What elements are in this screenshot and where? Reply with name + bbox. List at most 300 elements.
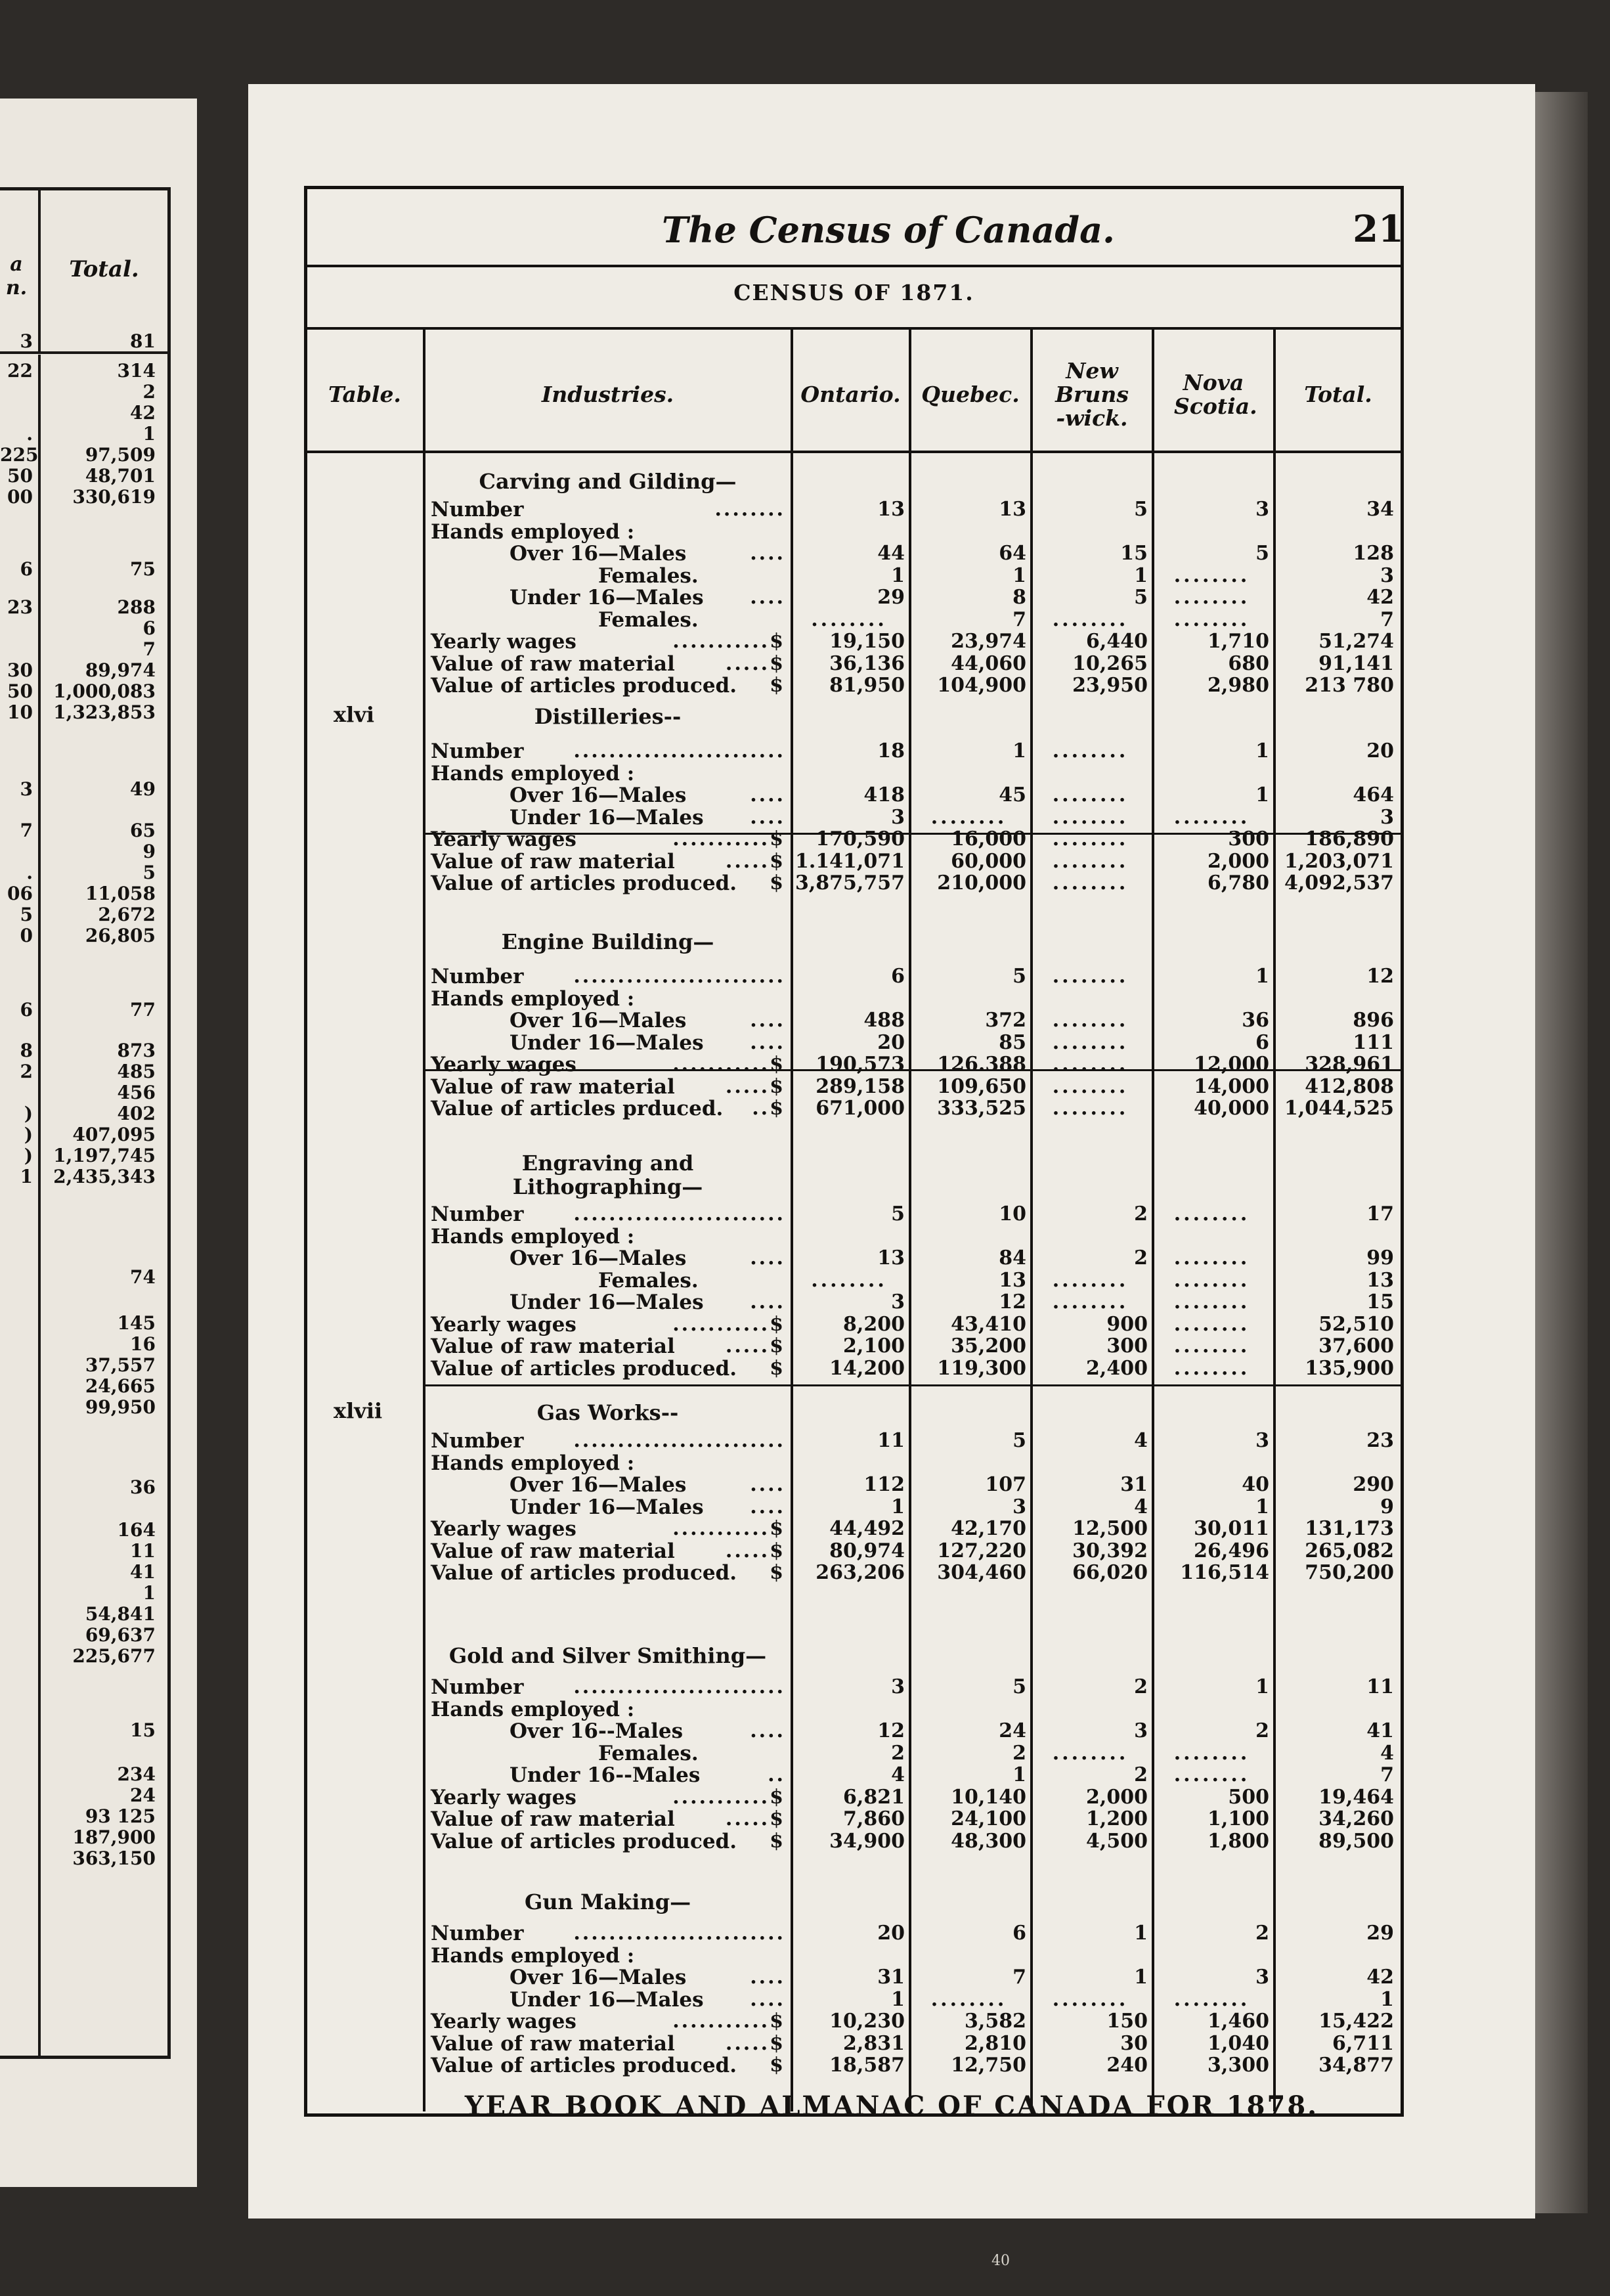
cell-value: 5 xyxy=(891,1203,905,1225)
facing-header-fragment: a n. xyxy=(5,253,28,299)
cell-value: ........ xyxy=(1173,1741,1250,1765)
cell-value: 34 xyxy=(1366,498,1394,521)
row-label: Value of raw material xyxy=(431,1807,675,1831)
cell-value: 1,200 xyxy=(1086,1807,1148,1830)
row-leader: ........................ xyxy=(573,1430,785,1451)
cell-value: 3 xyxy=(1380,805,1394,829)
cell-value: 84 xyxy=(999,1247,1026,1269)
cell-value: 1,040 xyxy=(1208,2031,1269,2055)
facing-cell-total: 16 xyxy=(130,1333,156,1355)
cell-value: 13 xyxy=(1366,1268,1394,1292)
cell-value: 464 xyxy=(1353,784,1394,806)
row-label: Value of articles produced. xyxy=(431,674,737,697)
row-label: Value of raw material xyxy=(431,849,675,873)
cell-value: 1 xyxy=(891,563,905,587)
row-leader: $ xyxy=(770,2055,785,2076)
cell-value: 190,573 xyxy=(816,1053,905,1076)
cell-value: 4,500 xyxy=(1086,1829,1148,1853)
cell-value: 20 xyxy=(877,1922,905,1945)
cell-value: 10,230 xyxy=(829,2010,905,2033)
cell-value: 2 xyxy=(1134,1763,1148,1786)
facing-cell-total: 407,095 xyxy=(72,1124,156,1145)
cell-value: 1,044,525 xyxy=(1284,1097,1394,1120)
row-label: Hands employed : xyxy=(431,1224,635,1248)
facing-cell-total: 15 xyxy=(130,1719,156,1741)
row-label: Under 16—Males xyxy=(510,1495,704,1519)
cell-value: 43,410 xyxy=(951,1312,1026,1336)
cell-value: 26,496 xyxy=(1194,1539,1269,1562)
cell-value: 1 xyxy=(1012,740,1026,762)
row-leader: ........ xyxy=(714,499,785,520)
new-brunswick-label: New Bruns-wick. xyxy=(1055,357,1129,431)
cell-value: 3,875,757 xyxy=(794,872,905,894)
column-header-rule xyxy=(307,451,1401,453)
row-label: Yearly wages xyxy=(431,1312,577,1336)
cell-value: 15 xyxy=(1366,1291,1394,1314)
cell-value: 8,200 xyxy=(843,1312,905,1336)
row-leader: .... xyxy=(750,543,785,564)
cell-value: 41 xyxy=(1366,1719,1394,1742)
row-leader: .... xyxy=(750,1292,785,1313)
row-label: Females. xyxy=(598,1268,699,1292)
cell-value: 2 xyxy=(1255,1719,1269,1742)
cell-value: 14,200 xyxy=(829,1356,905,1380)
page-edge xyxy=(1535,92,1588,2213)
facing-cell-total: 485 xyxy=(117,1061,156,1082)
cell-value: 42 xyxy=(1366,1966,1394,1989)
facing-cell-total: 11,058 xyxy=(85,883,156,904)
facing-cell-fragment: 225 xyxy=(0,444,39,466)
cell-value: 23 xyxy=(1366,1429,1394,1452)
cell-value: 119,300 xyxy=(937,1356,1026,1380)
cell-value: 17 xyxy=(1366,1203,1394,1225)
cell-value: ........ xyxy=(1052,849,1129,873)
cell-value: 40,000 xyxy=(1194,1097,1269,1120)
cell-value: 37,600 xyxy=(1318,1335,1394,1358)
cell-value: 131,173 xyxy=(1305,1517,1394,1540)
row-label: Hands employed : xyxy=(431,1943,635,1968)
row-leader: ...........$ xyxy=(672,1314,785,1335)
facing-cell-total: 49 xyxy=(130,778,156,800)
cell-value: ........ xyxy=(1052,1030,1129,1054)
census-table-frame xyxy=(304,186,1404,2117)
cell-value: 15,422 xyxy=(1318,2010,1394,2033)
cell-value: 13 xyxy=(999,498,1026,521)
cell-value: 18 xyxy=(877,740,905,762)
facing-cell-total: 48,701 xyxy=(85,465,156,487)
cell-value: ........ xyxy=(1052,740,1129,762)
cell-value: 5 xyxy=(1134,586,1148,609)
cell-value: ........ xyxy=(1173,1247,1250,1269)
cell-value: 91,141 xyxy=(1318,651,1394,675)
cell-value: ........ xyxy=(1173,1268,1250,1292)
cell-value: 126.388 xyxy=(937,1053,1026,1076)
cell-value: 300 xyxy=(1106,1335,1148,1358)
cell-value: 44,060 xyxy=(951,651,1026,675)
cell-value: 750,200 xyxy=(1305,1561,1394,1584)
row-leader: $ xyxy=(770,1562,785,1583)
facing-cell-fragment: 5 xyxy=(20,904,33,925)
facing-cell-total: 1,197,745 xyxy=(53,1145,156,1166)
cell-value: ........ xyxy=(1052,1741,1129,1765)
row-leader: ........................ xyxy=(573,1677,785,1698)
row-label: Number xyxy=(431,965,524,988)
row-leader: .... xyxy=(750,1010,785,1031)
row-label: Number xyxy=(431,740,524,763)
cell-value: 2,000 xyxy=(1208,849,1269,873)
page-footer: YEAR BOOK AND ALMANAC OF CANADA FOR 1878. xyxy=(464,2090,1319,2121)
row-label: Value of raw material xyxy=(431,1335,675,1358)
facing-cell-fragment: ) xyxy=(24,1145,33,1166)
row-leader: .... xyxy=(750,1721,785,1742)
cell-value: 1,100 xyxy=(1208,1807,1269,1830)
cell-value: 896 xyxy=(1353,1009,1394,1032)
cell-value: 1,203,071 xyxy=(1284,849,1394,873)
facing-cell-fragment: 06 xyxy=(7,883,33,904)
facing-cell-total: 1,323,853 xyxy=(53,701,156,723)
facing-cell-total: 97,509 xyxy=(85,444,156,466)
cell-value: ........ xyxy=(1173,1312,1250,1336)
facing-cell-total: 65 xyxy=(130,820,156,841)
facing-cell-fragment: 22 xyxy=(7,360,33,382)
cell-value: 4 xyxy=(891,1763,905,1786)
row-leader: .....$ xyxy=(725,1076,785,1097)
facing-cell-total: 41 xyxy=(130,1561,156,1583)
cell-value: 4 xyxy=(1134,1495,1148,1518)
cell-value: 34,877 xyxy=(1318,2054,1394,2077)
cell-value: 1 xyxy=(891,1987,905,2011)
facing-cell-fragment: ) xyxy=(24,1124,33,1145)
cell-value: 5 xyxy=(1012,1675,1026,1698)
cell-value: 11 xyxy=(877,1429,905,1452)
cell-value: 1 xyxy=(1255,740,1269,762)
facing-cell-total: 330,619 xyxy=(72,486,156,508)
row-leader: .....$ xyxy=(725,1336,785,1357)
cell-value: 6,711 xyxy=(1332,2031,1394,2055)
row-label: Over 16—Males xyxy=(510,784,687,807)
cell-value: 127,220 xyxy=(937,1539,1026,1562)
cell-value: 14,000 xyxy=(1194,1074,1269,1098)
cell-value: 4 xyxy=(1134,1429,1148,1452)
row-leader: ..$ xyxy=(752,1098,785,1119)
facing-cell-total: 54,841 xyxy=(85,1603,156,1625)
cell-value: 2,000 xyxy=(1086,1785,1148,1809)
facing-cell-total: 99,950 xyxy=(85,1396,156,1418)
row-label: Hands employed : xyxy=(431,761,635,785)
facing-cell-fragment: . xyxy=(26,423,33,445)
cell-value: 12,500 xyxy=(1072,1517,1148,1540)
cell-value: ........ xyxy=(930,1987,1007,2011)
cell-value: 3 xyxy=(1134,1719,1148,1742)
cell-value: 34,260 xyxy=(1318,1807,1394,1830)
cell-value: 20 xyxy=(877,1030,905,1054)
cell-value: 2 xyxy=(891,1741,905,1765)
cell-value: 7 xyxy=(1380,1763,1394,1786)
row-label: Over 16--Males xyxy=(510,1719,684,1743)
facing-page xyxy=(0,99,197,2187)
cell-value: 5 xyxy=(1012,965,1026,988)
cell-value: 1 xyxy=(1134,563,1148,587)
row-label: Over 16—Males xyxy=(510,1009,687,1032)
facing-cell-total: 6 xyxy=(142,617,156,639)
cell-value: ........ xyxy=(1173,805,1250,829)
column-header-table: Table. xyxy=(328,381,401,407)
cell-value: 44 xyxy=(877,542,905,565)
facing-cell-fragment: 50 xyxy=(7,465,33,487)
cell-value: ........ xyxy=(1173,563,1250,587)
facing-cell-fragment: 3 xyxy=(20,330,33,352)
row-label: Hands employed : xyxy=(431,519,635,544)
facing-cell-fragment: 2 xyxy=(20,1061,33,1082)
cell-value: ........ xyxy=(1052,1053,1129,1076)
row-label: Number xyxy=(431,1922,524,1945)
cell-value: 7 xyxy=(1380,607,1394,631)
cell-value: 1 xyxy=(1134,1922,1148,1945)
cell-value: 2 xyxy=(1255,1922,1269,1945)
cell-value: ........ xyxy=(1173,1203,1250,1225)
cell-value: 12 xyxy=(999,1291,1026,1314)
cell-value: 16,000 xyxy=(951,828,1026,850)
cell-value: 66,020 xyxy=(1072,1561,1148,1584)
cell-value: 170,590 xyxy=(816,828,905,850)
row-label: Yearly wages xyxy=(431,630,577,653)
cell-value: 20 xyxy=(1366,740,1394,762)
cell-value: 23,950 xyxy=(1072,674,1148,697)
facing-cell-total: 11 xyxy=(130,1540,156,1562)
cell-value: 35,200 xyxy=(951,1335,1026,1358)
cell-value: 2,831 xyxy=(843,2031,905,2055)
cell-value: 34,900 xyxy=(829,1829,905,1853)
cell-value: 42,170 xyxy=(951,1517,1026,1540)
facing-cell-total: 363,150 xyxy=(72,1847,156,1869)
cell-value: 10,265 xyxy=(1072,651,1148,675)
row-label: Yearly wages xyxy=(431,1517,577,1541)
row-label: Females. xyxy=(598,563,699,588)
facing-page-table xyxy=(0,187,171,2059)
cell-value: ........ xyxy=(930,805,1007,829)
row-leader: .... xyxy=(750,587,785,608)
cell-value: 4 xyxy=(1380,1741,1394,1765)
cell-value: 1,800 xyxy=(1208,1829,1269,1853)
facing-cell-total: 402 xyxy=(117,1103,156,1124)
cell-value: 15 xyxy=(1120,542,1148,565)
facing-cell-fragment: 30 xyxy=(7,659,33,681)
row-label: Hands employed : xyxy=(431,1451,635,1475)
facing-cell-total: 873 xyxy=(117,1040,156,1061)
section-table-number: xlvii xyxy=(334,1398,383,1423)
facing-cell-total: 26,805 xyxy=(85,925,156,946)
cell-value: 680 xyxy=(1228,651,1269,675)
cell-value: 6,780 xyxy=(1208,872,1269,894)
row-leader: .... xyxy=(750,1248,785,1269)
facing-cell-fragment: 7 xyxy=(20,820,33,841)
cell-value: 6 xyxy=(891,965,905,988)
row-label: Over 16—Males xyxy=(510,1473,687,1497)
cell-value: ........ xyxy=(1173,1763,1250,1786)
cell-value: ........ xyxy=(1052,1987,1129,2011)
facing-cell-total: 7 xyxy=(142,638,156,660)
facing-cell-fragment: 8 xyxy=(20,1040,33,1061)
row-label: Yearly wages xyxy=(431,828,577,851)
column-header-new-brunswick xyxy=(1033,340,1151,449)
facing-cell-total: 37,557 xyxy=(85,1354,156,1376)
facing-cell-fragment: 3 xyxy=(20,778,33,800)
facing-cell-total: 456 xyxy=(117,1082,156,1103)
cell-value: 1 xyxy=(1380,1987,1394,2011)
cell-value: 40 xyxy=(1242,1473,1269,1496)
cell-value: ........ xyxy=(1173,1987,1250,2011)
cell-value: 3,582 xyxy=(965,2010,1026,2033)
cell-value: 30,392 xyxy=(1072,1539,1148,1562)
row-leader: ...........$ xyxy=(672,1786,785,1808)
cell-value: 2 xyxy=(1134,1203,1148,1225)
row-leader: ........................ xyxy=(573,1204,785,1225)
cell-value: 4,092,537 xyxy=(1284,872,1394,894)
cell-value: 24 xyxy=(999,1719,1026,1742)
cell-value: 5 xyxy=(1134,498,1148,521)
cell-value: 24,100 xyxy=(951,1807,1026,1830)
cell-value: 1 xyxy=(1255,965,1269,988)
facing-cell-total: 2,672 xyxy=(98,904,156,925)
cell-value: 500 xyxy=(1228,1785,1269,1809)
cell-value: 1 xyxy=(1255,1495,1269,1518)
cell-value: 10,140 xyxy=(951,1785,1026,1809)
row-label: Value of articles prduced. xyxy=(431,1097,724,1120)
facing-cell-total: 89,974 xyxy=(85,659,156,681)
row-leader: .... xyxy=(750,785,785,806)
facing-cell-fragment: 6 xyxy=(20,999,33,1021)
row-label: Value of articles produced. xyxy=(431,2054,737,2077)
column-header-industries: Industries. xyxy=(541,381,674,407)
cell-value: 29 xyxy=(877,586,905,609)
facing-cell-total: 24 xyxy=(130,1784,156,1806)
cell-value: 1,460 xyxy=(1208,2010,1269,2033)
title-rule xyxy=(307,327,1401,330)
facing-cell-fragment: . xyxy=(26,862,33,883)
cell-value: 36 xyxy=(1242,1009,1269,1032)
cell-value: 52,510 xyxy=(1318,1312,1394,1336)
cell-value: 30,011 xyxy=(1194,1517,1269,1540)
cell-value: 2,980 xyxy=(1208,674,1269,697)
cell-value: 29 xyxy=(1366,1922,1394,1945)
cell-value: 3 xyxy=(891,1291,905,1314)
cell-value: 13 xyxy=(877,1247,905,1269)
cell-value: ........ xyxy=(1173,586,1250,609)
cell-value: 3 xyxy=(1012,1495,1026,1518)
facing-cell-total: 2,435,343 xyxy=(53,1166,156,1187)
row-label: Yearly wages xyxy=(431,1053,577,1076)
facing-cell-total: 5 xyxy=(142,862,156,883)
header-rule xyxy=(307,265,1401,267)
cell-value: 12,000 xyxy=(1194,1053,1269,1076)
cell-value: 7 xyxy=(1012,1966,1026,1989)
column-rule xyxy=(423,328,425,2111)
facing-cell-total: 225,677 xyxy=(72,1645,156,1667)
cell-value: 1 xyxy=(1255,784,1269,806)
facing-cell-total: 77 xyxy=(130,999,156,1021)
cell-value: 263,206 xyxy=(816,1561,905,1584)
facing-cell-fragment: ) xyxy=(24,1103,33,1124)
facing-cell-total: 314 xyxy=(117,360,156,382)
cell-value: 19,150 xyxy=(829,630,905,653)
cell-value: 112 xyxy=(863,1473,905,1496)
cell-value: 3,300 xyxy=(1208,2054,1269,2077)
cell-value: 418 xyxy=(863,784,905,806)
cell-value: 135,900 xyxy=(1305,1356,1394,1380)
row-label: Under 16—Males xyxy=(510,1030,704,1055)
cell-value: ........ xyxy=(1052,872,1129,894)
cell-value: 8 xyxy=(1012,586,1026,609)
facing-cell-total: 9 xyxy=(142,841,156,862)
cell-value: 85 xyxy=(999,1030,1026,1054)
cell-value: 80,974 xyxy=(829,1539,905,1562)
section-title: Engraving and Lithographing— xyxy=(512,1151,703,1199)
cell-value: 3 xyxy=(1380,563,1394,587)
cell-value: 45 xyxy=(999,784,1026,806)
cell-value: 1 xyxy=(1134,1966,1148,1989)
row-leader: .. xyxy=(768,1765,785,1786)
facing-cell-fragment: 00 xyxy=(7,486,33,508)
cell-value: 5 xyxy=(1255,542,1269,565)
cell-value: 99 xyxy=(1366,1247,1394,1269)
row-label: Value of articles produced. xyxy=(431,1561,737,1585)
cell-value: 213 780 xyxy=(1305,674,1394,697)
facing-cell-total: 288 xyxy=(117,596,156,618)
facing-cell-total: 42 xyxy=(130,402,156,424)
facing-cell-total: 24,665 xyxy=(85,1375,156,1397)
census-page xyxy=(248,84,1535,2219)
cell-value: ........ xyxy=(811,1268,887,1292)
cell-value: 3 xyxy=(1255,498,1269,521)
running-title: The Census of Canada. xyxy=(662,209,1115,251)
row-leader: .... xyxy=(750,1967,785,1988)
cell-value: ........ xyxy=(1173,1291,1250,1314)
facing-cell-total: 1,000,083 xyxy=(53,680,156,702)
cell-value: 13 xyxy=(877,498,905,521)
cell-value: 3 xyxy=(1255,1429,1269,1452)
section-title: Gold and Silver Smithing— xyxy=(448,1643,767,1668)
row-leader: .....$ xyxy=(725,653,785,674)
row-leader: .....$ xyxy=(725,1809,785,1830)
cell-value: 60,000 xyxy=(951,849,1026,873)
cell-value: 372 xyxy=(985,1009,1026,1032)
row-leader: $ xyxy=(770,675,785,696)
facing-cell-total: 1 xyxy=(142,1582,156,1604)
cell-value: 51,274 xyxy=(1318,630,1394,653)
cell-value: 128 xyxy=(1353,542,1394,565)
row-label: Value of raw material xyxy=(431,2031,675,2056)
row-leader: $ xyxy=(770,1830,785,1852)
cell-value: 2 xyxy=(1134,1675,1148,1698)
row-leader: .....$ xyxy=(725,2033,785,2054)
section-title: Distilleries-- xyxy=(534,704,682,729)
cell-value: 6,440 xyxy=(1086,630,1148,653)
cell-value: 488 xyxy=(863,1009,905,1032)
facing-cell-total: 69,637 xyxy=(85,1624,156,1646)
row-leader: .... xyxy=(750,1989,785,2010)
column-header-quebec: Quebec. xyxy=(921,381,1020,407)
cell-value: 240 xyxy=(1106,2054,1148,2077)
facing-cell-total: 1 xyxy=(142,423,156,445)
section-title: Engine Building— xyxy=(501,929,714,954)
cell-value: ........ xyxy=(1052,965,1129,988)
cell-value: ........ xyxy=(1052,1097,1129,1120)
row-label: Under 16—Males xyxy=(510,805,704,829)
cell-value: 81,950 xyxy=(829,674,905,697)
facing-cell-fragment: 10 xyxy=(7,701,33,723)
row-label: Over 16—Males xyxy=(510,1966,687,1989)
facing-cell-fragment: 50 xyxy=(7,680,33,702)
